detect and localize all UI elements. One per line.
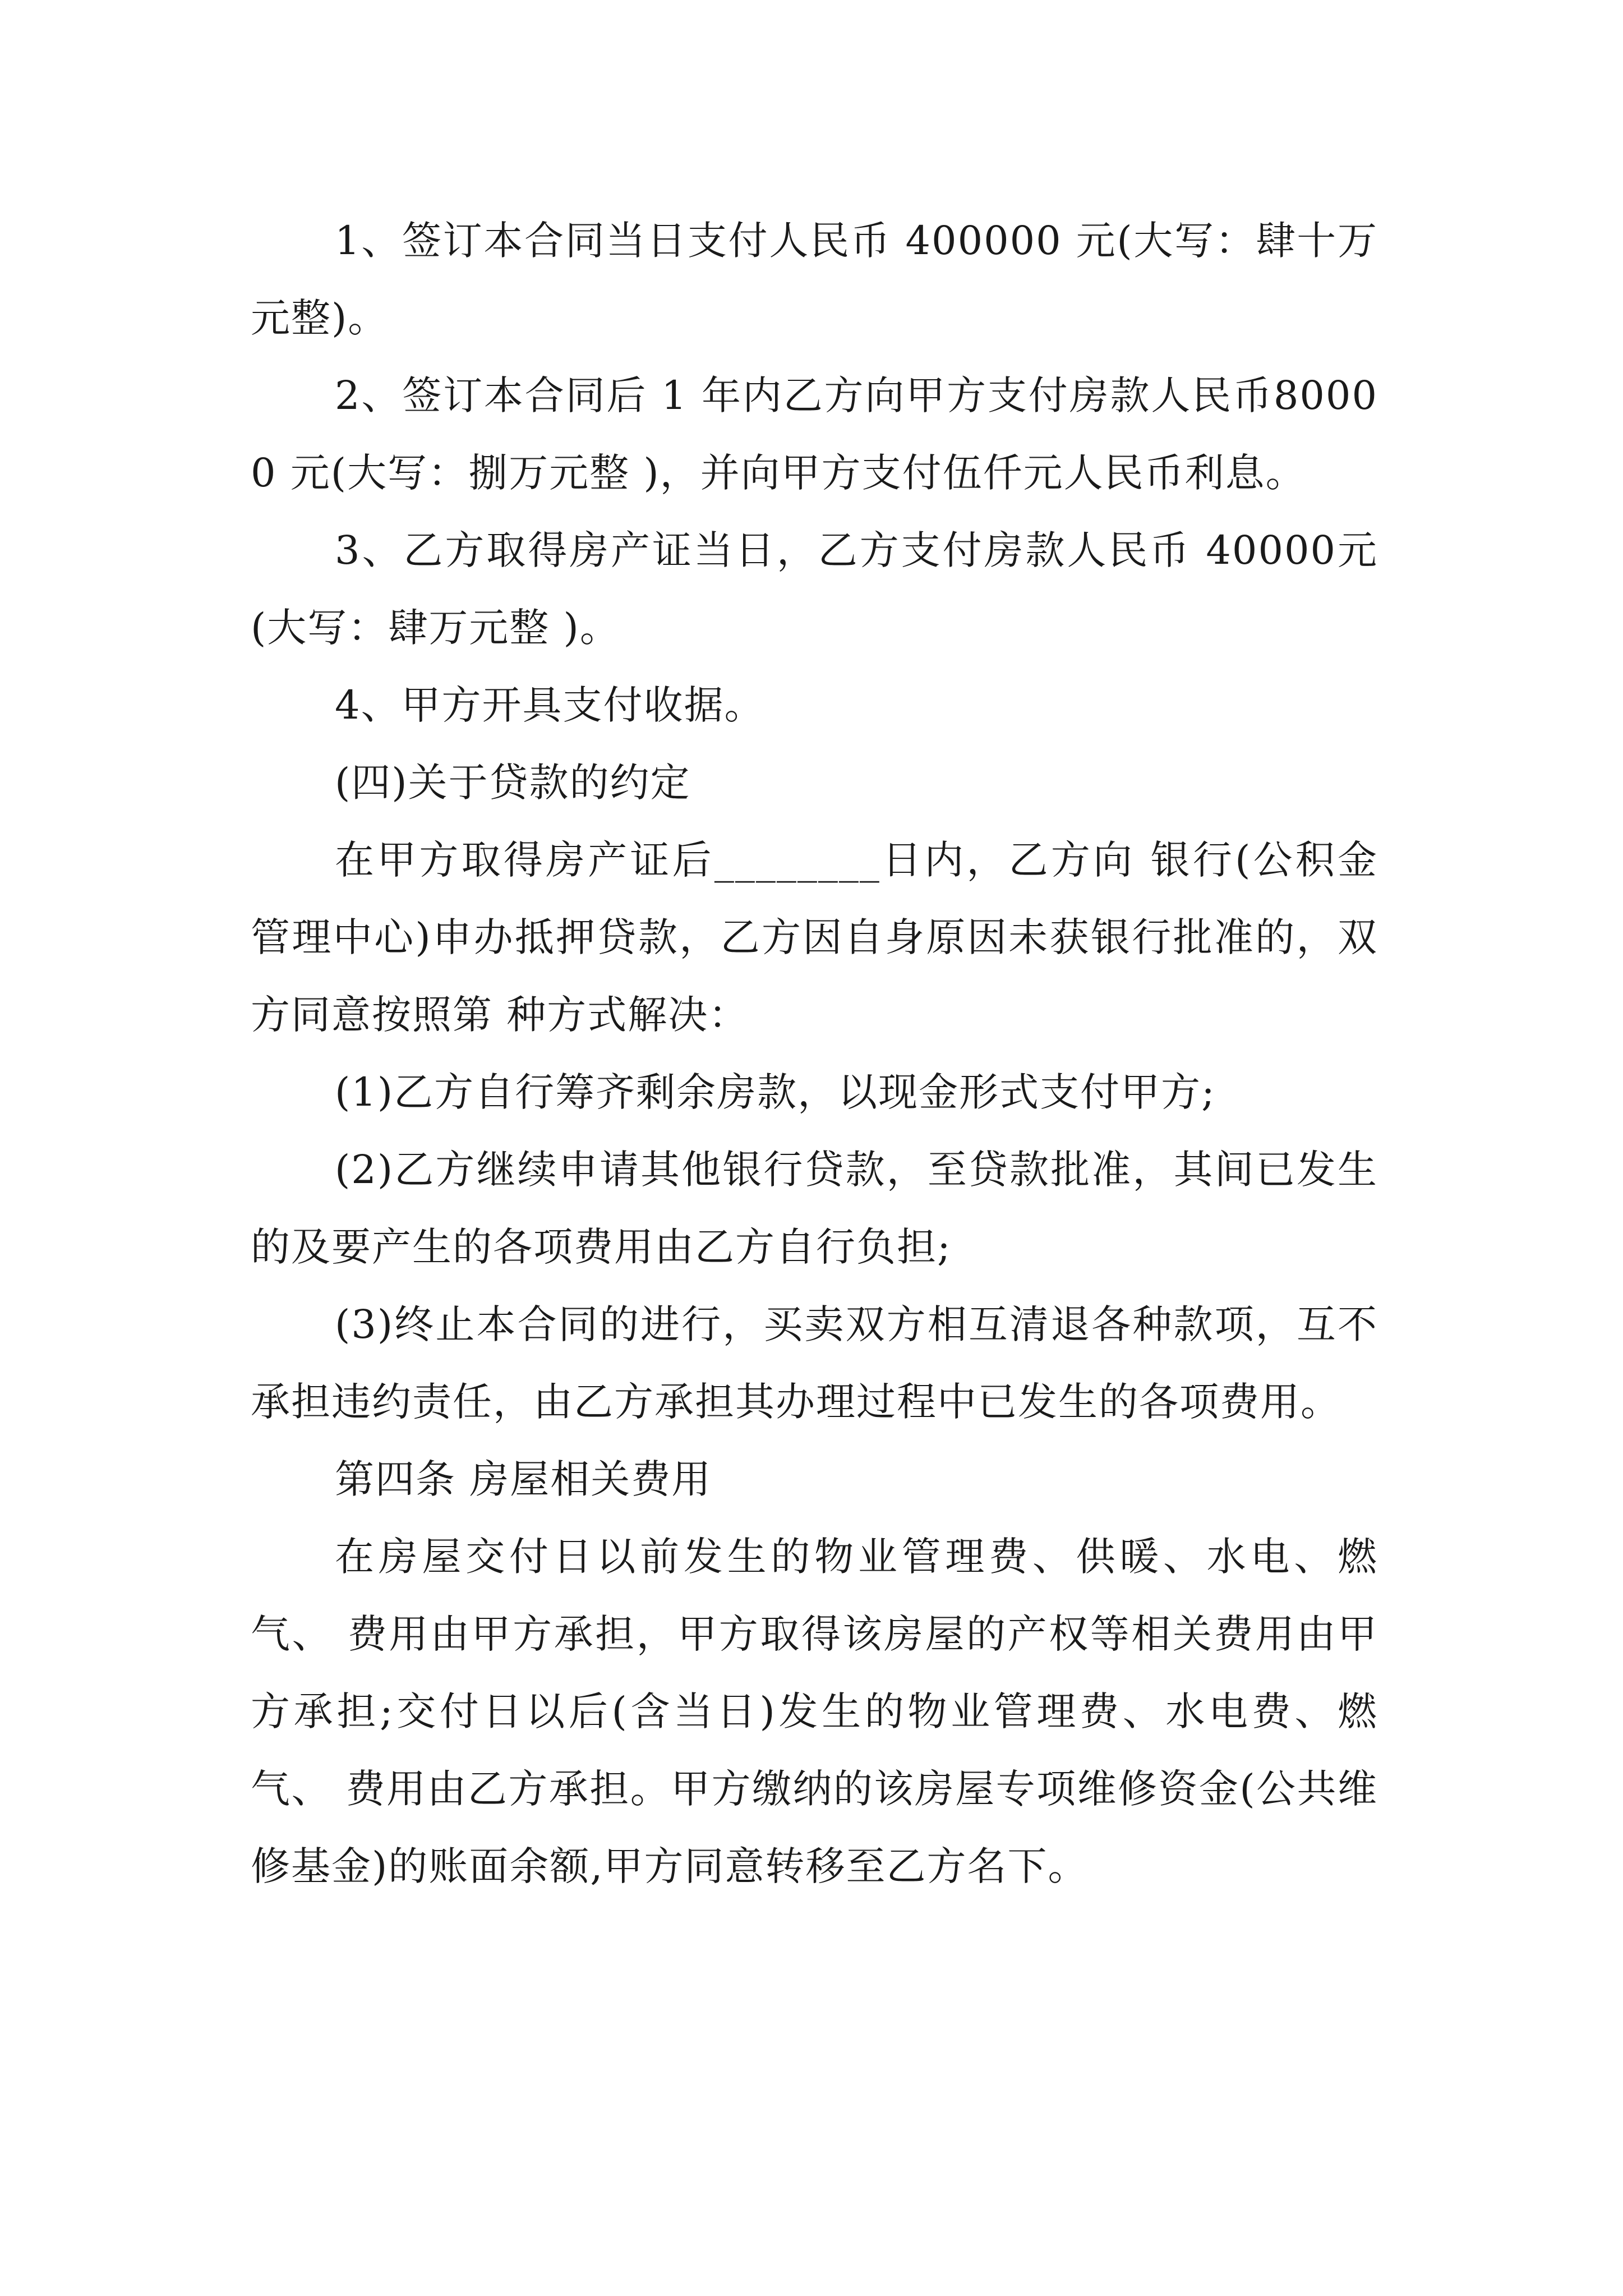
loan-agreement-text: 在甲方取得房产证后________日内，乙方向 银行(公积金管理中心)申办抵押贷款，乙方因自身原因未获银行批准的，双方同意按照第 种方式解决： (251, 837, 1378, 1038)
article-heading-fees: 第四条 房屋相关费用 (335, 1456, 712, 1502)
clause-payment-1: 1、签订本合同当日支付人民币 400000 元(大写：肆十万元整)。 (251, 218, 1378, 341)
clause-payment-2: 2、签订本合同后 1 年内乙方向甲方支付房款人民币80000 元(大写：捌万元整 )，并向甲方支付伍仟元人民币利息。 (251, 372, 1378, 496)
clause-payment-4: 4、甲方开具支付收据。 (335, 682, 765, 728)
loan-option-2: (2)乙方继续申请其他银行贷款，至贷款批准，其间已发生的及要产生的各项费用由乙方自行负担; (251, 1147, 1378, 1270)
loan-option-3: (3)终止本合同的进行，买卖双方相互清退各种款项，互不承担违约责任，由乙方承担其办理过程中已发生的各项费用。 (251, 1301, 1378, 1425)
fees-text: 在房屋交付日以前发生的物业管理费、供暖、水电、燃气、 费用由甲方承担，甲方取得该房屋的产权等相关费用由甲方承担;交付日以后(含当日)发生的物业管理费、水电费、燃气、 费用由乙方承担。甲方缴纳的该房屋专项维修资金(公共维修基金)的账面余额,甲方同意转移至乙方名下。 (251, 1534, 1378, 1889)
document-body (251, 202, 1378, 1905)
section-heading-loan: (四)关于贷款的约定 (335, 760, 691, 806)
clause-payment-3: 3、乙方取得房产证当日，乙方支付房款人民币 40000元(大写：肆万元整 )。 (251, 527, 1378, 651)
loan-option-1: (1)乙方自行筹齐剩余房款，以现金形式支付甲方; (335, 1069, 1216, 1115)
